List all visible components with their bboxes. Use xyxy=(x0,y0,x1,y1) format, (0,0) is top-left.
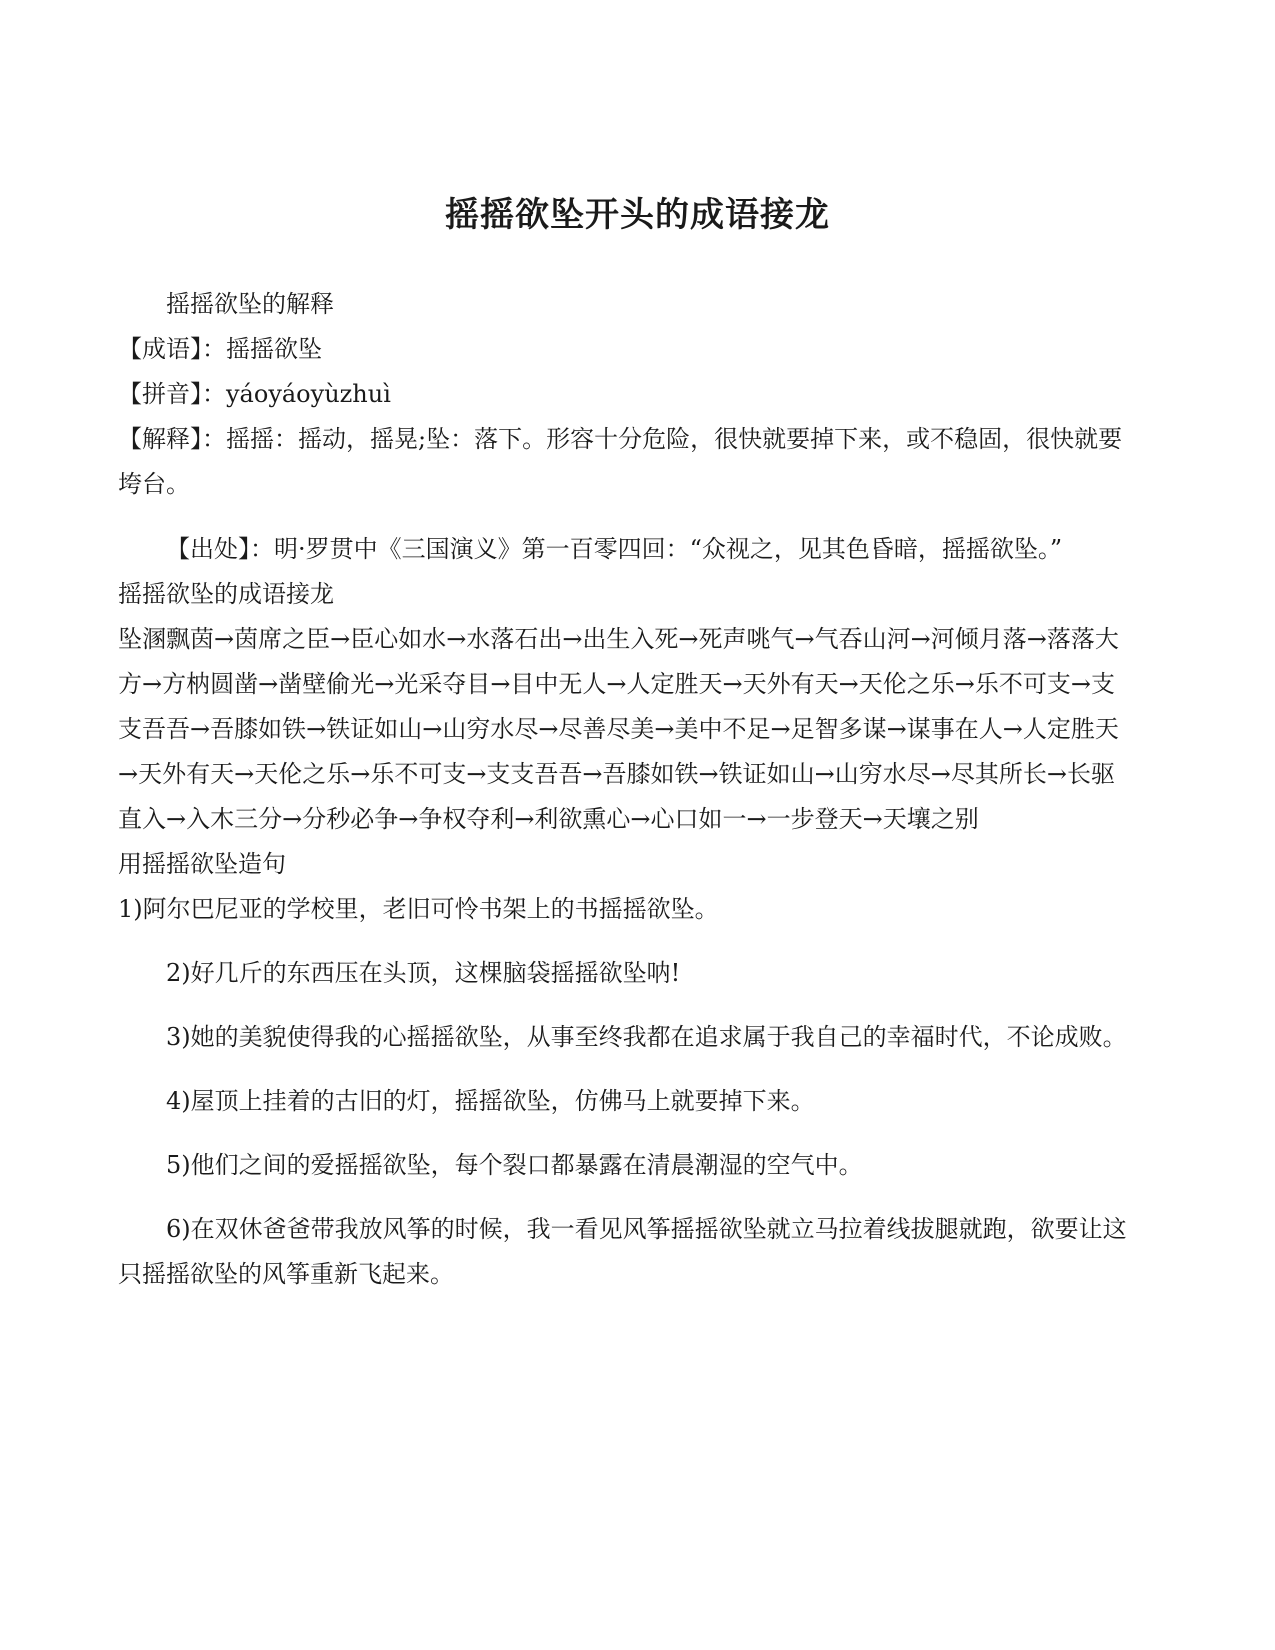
idiom-label: 【成语】 xyxy=(118,335,202,363)
source-line xyxy=(118,527,1138,572)
pinyin-value: yáoyáoyùzhuì xyxy=(226,380,391,408)
document-body xyxy=(118,282,1138,1297)
meaning-sep: ： xyxy=(202,425,226,453)
sentence-1: 1)阿尔巴尼亚的学校里，老旧可怜书架上的书摇摇欲坠。 xyxy=(118,895,719,923)
source-sep: ： xyxy=(250,535,274,563)
source-value: 明·罗贯中《三国演义》第一百零四回：“众视之，见其色昏暗，摇摇欲坠。” xyxy=(274,535,1063,563)
meaning-label: 【解释】 xyxy=(118,425,202,453)
pinyin-line xyxy=(118,372,1138,417)
sentence-4: 4)屋顶上挂着的古旧的灯，摇摇欲坠，仿佛马上就要掉下来。 xyxy=(166,1087,815,1115)
pinyin-label: 【拼音】 xyxy=(118,380,202,408)
sentence-2: 2)好几斤的东西压在头顶，这棵脑袋摇摇欲坠呐! xyxy=(166,959,681,987)
chain-heading: 摇摇欲坠的成语接龙 xyxy=(118,580,334,608)
sentences-heading: 用摇摇欲坠造句 xyxy=(118,850,286,878)
source-label: 【出处】 xyxy=(166,535,250,563)
idiom-line xyxy=(118,327,1138,372)
meaning-value: 摇摇：摇动，摇晃;坠：落下。形容十分危险，很快就要掉下来，或不稳固，很快就要垮台。 xyxy=(118,425,1123,498)
sentence-3: 3)她的美貌使得我的心摇摇欲坠，从事至终我都在追求属于我自己的幸福时代，不论成败。 xyxy=(166,1023,1127,1051)
explain-heading: 摇摇欲坠的解释 xyxy=(166,290,334,318)
pinyin-sep: ： xyxy=(202,380,226,408)
sentence-6: 6)在双休爸爸带我放风筝的时候，我一看见风筝摇摇欲坠就立马拉着线拔腿就跑，欲要让这只摇摇欲坠的风筝重新飞起来。 xyxy=(118,1215,1127,1288)
meaning-line xyxy=(118,417,1138,507)
idiom-value: 摇摇欲坠 xyxy=(226,335,322,363)
page-title: 摇摇欲坠开头的成语接龙 xyxy=(445,195,830,235)
idiom-sep: ： xyxy=(202,335,226,363)
idiom-chain: 坠溷飘茵→茵席之臣→臣心如水→水落石出→出生入死→死声咷气→气吞山河→河倾月落→落落大方→方枘圆凿→凿壁偷光→光采夺目→目中无人→人定胜天→天外有天→天伦之乐→乐不可支→支支吾吾→吾膝如铁→铁证如山→山穷水尽→尽善尽美→美中不足→足智多谋→谋事在人→人定胜天→天外有天→天伦之乐→乐不可支→支支吾吾→吾膝如铁→铁证如山→山穷水尽→尽其所长→长驱直入→入木三分→分秒必争→争权夺利→利欲熏心→心口如一→一步登天→天壤之别 xyxy=(118,625,1119,833)
sentence-5: 5)他们之间的爱摇摇欲坠，每个裂口都暴露在清晨潮湿的空气中。 xyxy=(166,1151,863,1179)
